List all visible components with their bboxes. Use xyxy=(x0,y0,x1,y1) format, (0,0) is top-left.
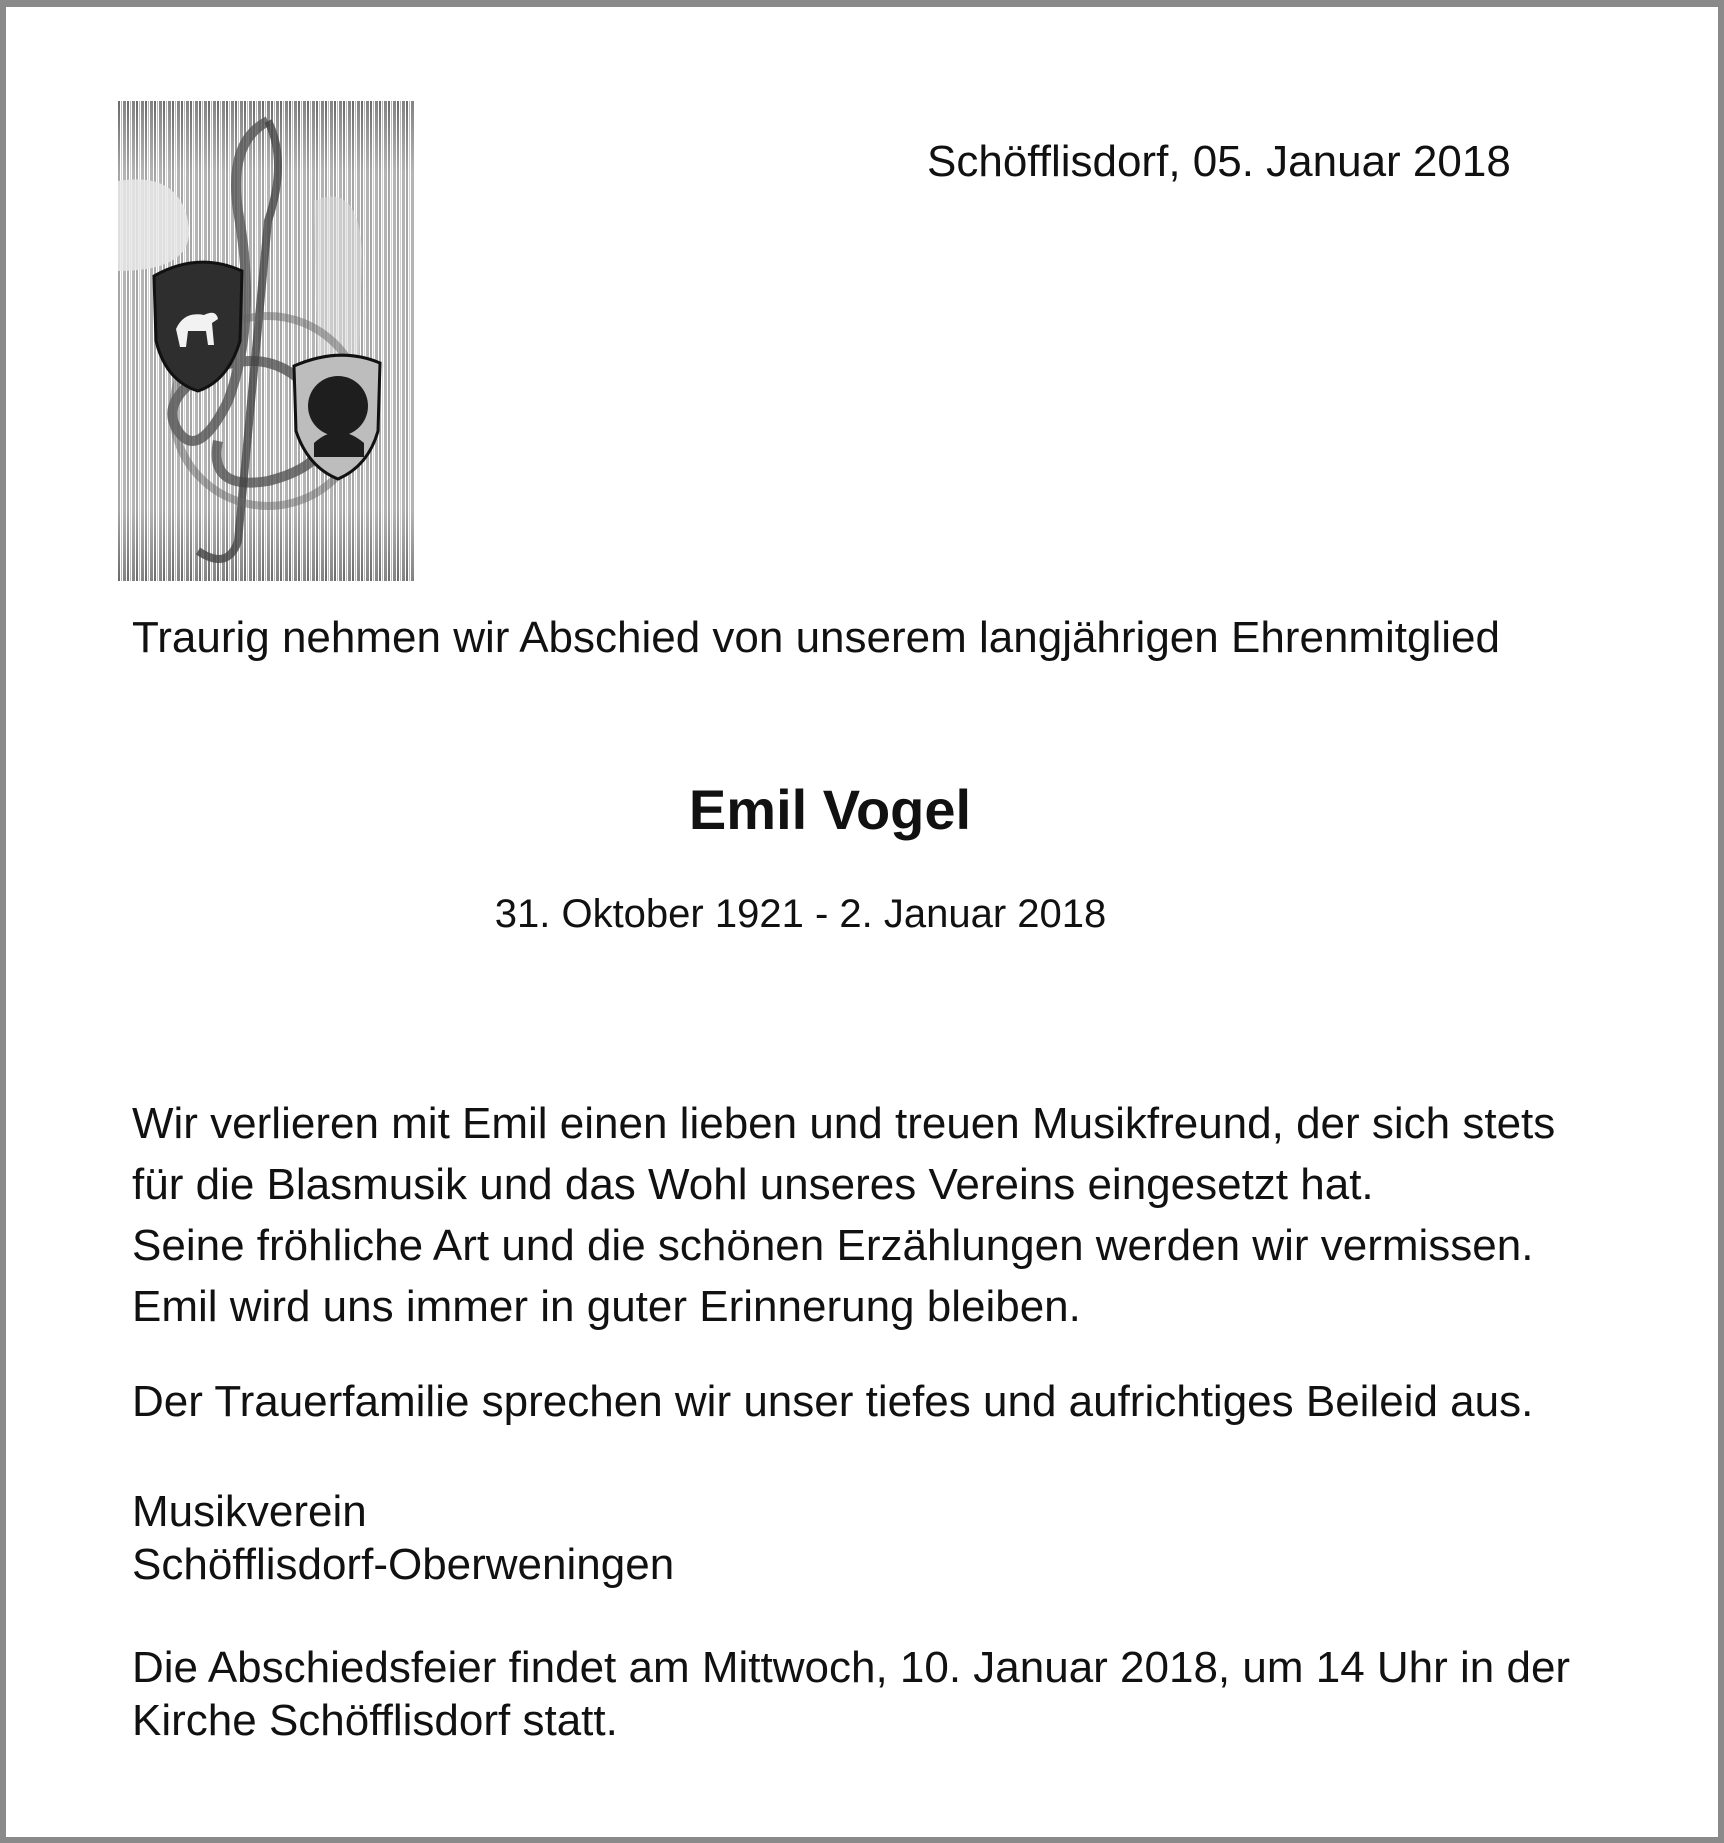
condolence-text: Der Trauerfamilie sprechen wir unser tiefes und aufrichtiges Beileid aus. xyxy=(132,1377,1534,1426)
ceremony-line: Kirche Schöfflisdorf statt. xyxy=(132,1696,618,1745)
signature xyxy=(132,1485,674,1591)
music-club-emblem-icon xyxy=(118,101,414,581)
tribute-line: Wir verlieren mit Emil einen lieben und treuen Musikfreund, der sich stets xyxy=(132,1099,1556,1148)
signature-line: Schöfflisdorf-Oberweningen xyxy=(132,1540,675,1589)
ceremony-info xyxy=(132,1641,1570,1747)
deceased-name: Emil Vogel xyxy=(688,778,972,841)
intro-text: Traurig nehmen wir Abschied von unserem langjährigen Ehrenmitglied xyxy=(132,613,1500,662)
ceremony-line: Die Abschiedsfeier findet am Mittwoch, 10. Januar 2018, um 14 Uhr in der xyxy=(132,1643,1571,1692)
place-date: Schöfflisdorf, 05. Januar 2018 xyxy=(927,137,1511,186)
life-dates: 31. Oktober 1921 - 2. Januar 2018 xyxy=(494,892,1107,936)
tribute-paragraph xyxy=(132,1093,1555,1337)
tribute-line: für die Blasmusik und das Wohl unseres Vereins eingesetzt hat. xyxy=(132,1160,1374,1209)
signature-line: Musikverein xyxy=(132,1487,367,1536)
tribute-line: Seine fröhliche Art und die schönen Erzählungen werden wir vermissen. xyxy=(132,1221,1534,1270)
tribute-line: Emil wird uns immer in guter Erinnerung bleiben. xyxy=(132,1282,1081,1331)
